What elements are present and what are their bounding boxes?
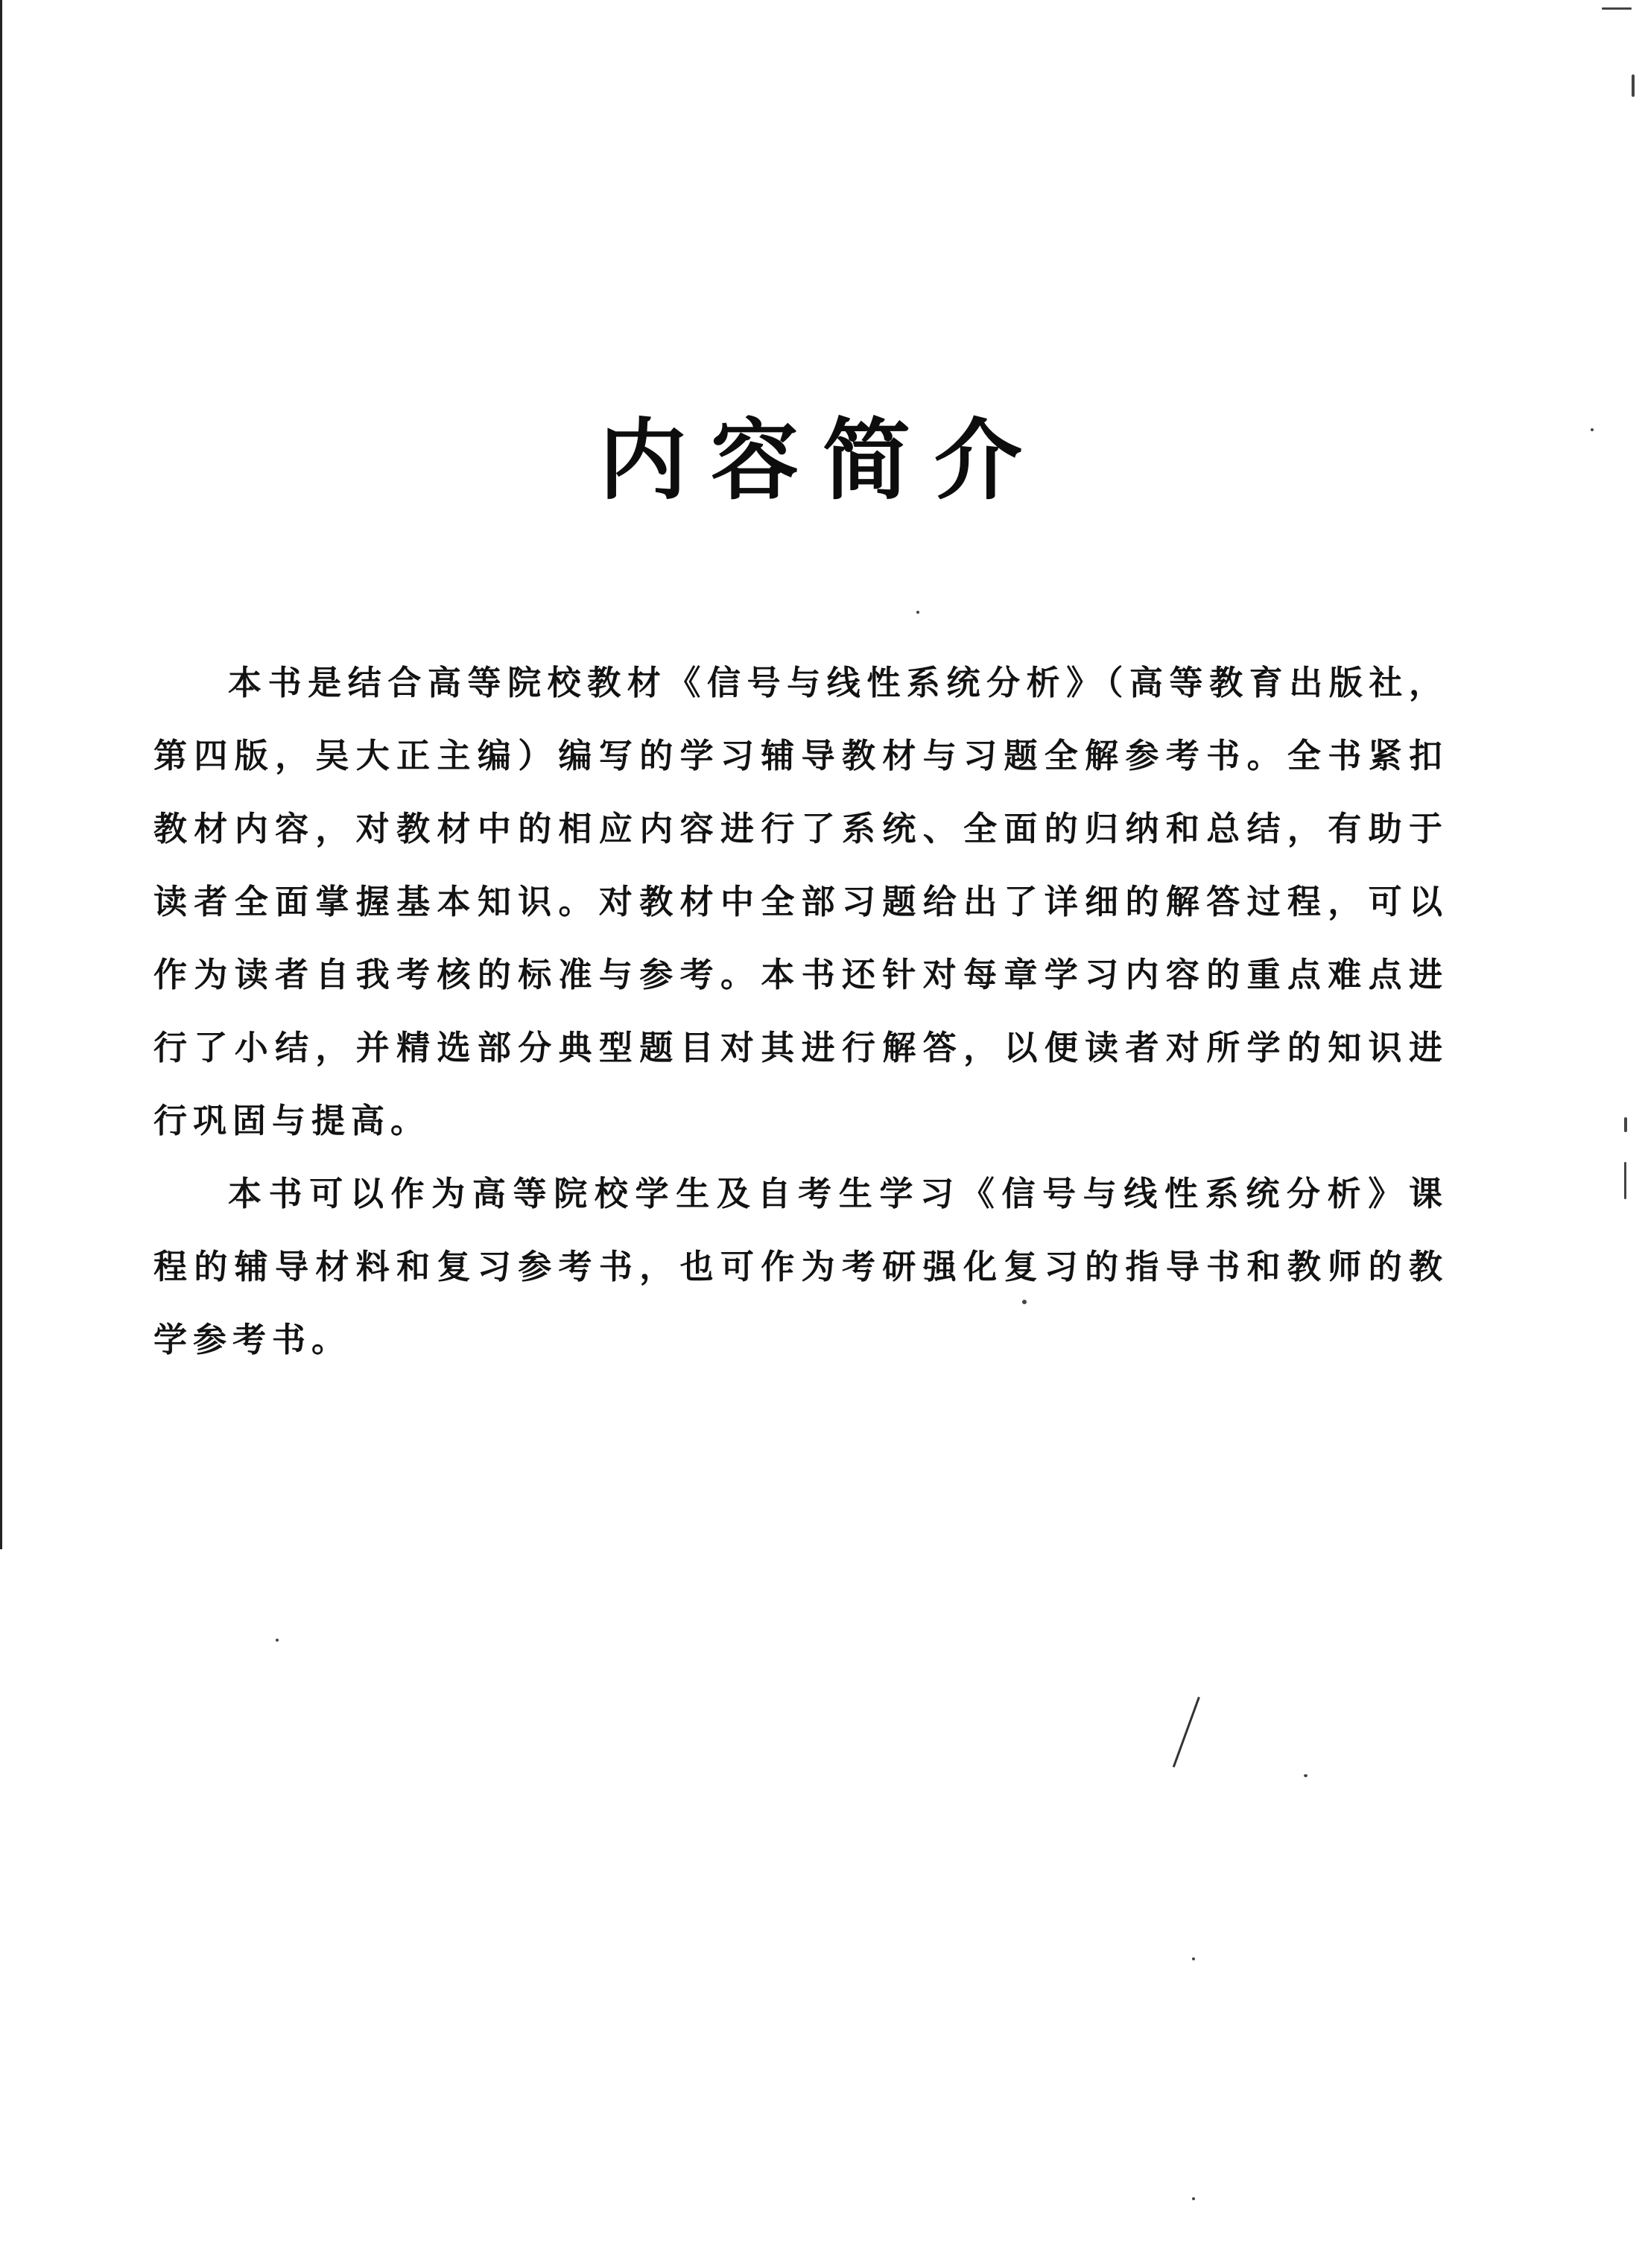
scan-speck [1591,428,1594,431]
scan-speck [1192,1957,1195,1960]
page-binding-edge [0,0,2,1549]
intro-body [153,647,1448,1376]
pencil-mark [1173,1697,1200,1767]
intro-paragraph-1: 本书是结合高等院校教材《信号与线性系统分析》（高等教育出版社，第四版，吴大正主编）编写的学习辅导教材与习题全解参考书。全书紧扣教材内容，对教材中的相应内容进行了系统、全面的归纳和总结，有助于读者全面掌握基本知识。对教材中全部习题给出了详细的解答过程，可以作为读者自我考核的标准与参考。本书还针对每章学习内容的重点难点进行了小结，并精选部分典型题目对其进行解答，以便读者对所学的知识进行巩固与提高。 [153,663,1448,1140]
scan-speck [1632,74,1635,97]
scan-speck [1624,1162,1626,1199]
scan-speck [1602,7,1632,10]
scan-speck [276,1639,279,1642]
scan-speck [1192,2197,1195,2200]
scan-speck [1022,1300,1027,1304]
page-title: 内容简介 [598,408,1046,512]
intro-paragraph-2: 本书可以作为高等院校学生及自考生学习《信号与线性系统分析》课程的辅导材料和复习参考书，也可作为考研强化复习的指导书和教师的教学参考书。 [153,1174,1448,1359]
scan-speck [1624,1117,1627,1132]
scan-speck [1304,1774,1308,1777]
scan-speck [916,611,919,614]
